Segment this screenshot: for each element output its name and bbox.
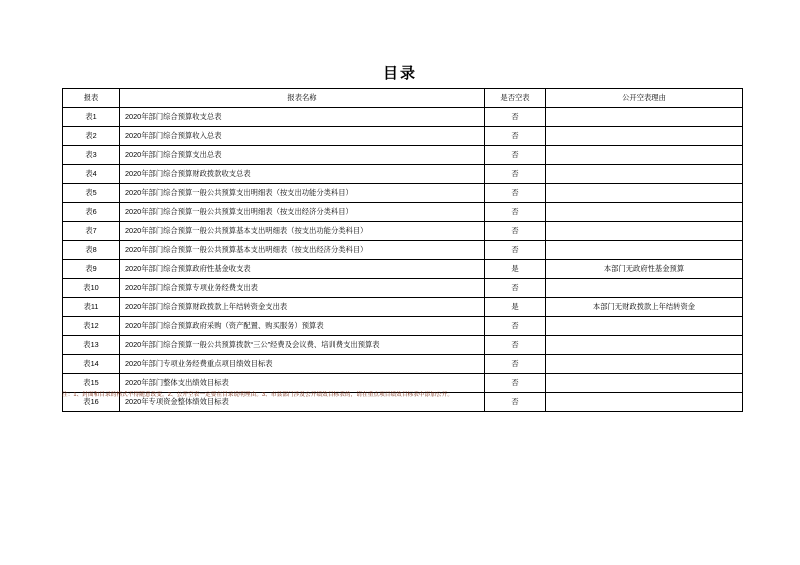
cell-no: 表15 (63, 374, 120, 393)
catalog-table (62, 88, 743, 412)
cell-empty: 否 (485, 203, 546, 222)
cell-reason (546, 317, 743, 336)
cell-no: 表13 (63, 336, 120, 355)
table-row (63, 260, 743, 279)
page-title: 目录 (382, 66, 417, 82)
cell-reason (546, 203, 743, 222)
cell-no: 表1 (63, 108, 120, 127)
cell-empty: 否 (485, 355, 546, 374)
cell-empty: 否 (485, 393, 546, 412)
cell-empty: 否 (485, 336, 546, 355)
footnote: 注：1、封面和目录的格式不得随意改变。2、公开空表一定要在目录说明理由。3、市县部门涉及公开绩效目标表的，请在重点项目绩效目标表中添加公开。 (62, 392, 454, 398)
cell-empty: 否 (485, 127, 546, 146)
cell-empty: 否 (485, 184, 546, 203)
table-row (63, 279, 743, 298)
cell-name: 2020年部门综合预算专项业务经费支出表 (120, 279, 485, 298)
header-cell-no: 报表 (63, 89, 120, 108)
cell-empty: 否 (485, 241, 546, 260)
catalog-table-container (62, 88, 738, 412)
cell-reason: 本部门无政府性基金预算 (546, 260, 743, 279)
cell-empty: 否 (485, 279, 546, 298)
cell-reason (546, 355, 743, 374)
cell-name: 2020年部门综合预算收入总表 (120, 127, 485, 146)
table-row (63, 108, 743, 127)
cell-empty: 否 (485, 146, 546, 165)
cell-name: 2020年部门综合预算一般公共预算支出明细表（按支出功能分类科目） (120, 184, 485, 203)
cell-no: 表10 (63, 279, 120, 298)
table-row (63, 203, 743, 222)
header-cell-reason: 公开空表理由 (546, 89, 743, 108)
cell-empty: 是 (485, 298, 546, 317)
cell-name: 2020年部门综合预算财政拨款上年结转资金支出表 (120, 298, 485, 317)
cell-no: 表14 (63, 355, 120, 374)
cell-name: 2020年部门整体支出绩效目标表 (120, 374, 485, 393)
cell-reason (546, 279, 743, 298)
table-row (63, 222, 743, 241)
cell-reason (546, 336, 743, 355)
cell-no: 表2 (63, 127, 120, 146)
cell-no: 表5 (63, 184, 120, 203)
cell-empty: 否 (485, 222, 546, 241)
cell-name: 2020年部门综合预算一般公共预算拨款“三公”经费及会议费、培训费支出预算表 (120, 336, 485, 355)
table-row (63, 374, 743, 393)
cell-name: 2020年部门综合预算一般公共预算基本支出明细表（按支出经济分类科目） (120, 241, 485, 260)
table-row (63, 127, 743, 146)
cell-name: 2020年部门综合预算收支总表 (120, 108, 485, 127)
cell-reason (546, 374, 743, 393)
cell-no: 表8 (63, 241, 120, 260)
table-row (63, 317, 743, 336)
cell-reason (546, 241, 743, 260)
cell-no: 表12 (63, 317, 120, 336)
cell-reason (546, 165, 743, 184)
header-cell-name: 报表名称 (120, 89, 485, 108)
cell-empty: 是 (485, 260, 546, 279)
cell-name: 2020年部门综合预算政府采购（资产配置、购买服务）预算表 (120, 317, 485, 336)
cell-no: 表16 (63, 393, 120, 412)
cell-name: 2020年部门综合预算财政拨款收支总表 (120, 165, 485, 184)
cell-no: 表11 (63, 298, 120, 317)
cell-name: 2020年部门综合预算一般公共预算基本支出明细表（按支出功能分类科目） (120, 222, 485, 241)
cell-reason (546, 222, 743, 241)
cell-reason (546, 184, 743, 203)
cell-reason: 本部门无财政拨款上年结转资金 (546, 298, 743, 317)
cell-name: 2020年部门专项业务经费重点项目绩效目标表 (120, 355, 485, 374)
table-row (63, 298, 743, 317)
table-header (63, 89, 743, 108)
cell-no: 表6 (63, 203, 120, 222)
cell-empty: 否 (485, 317, 546, 336)
cell-name: 2020年部门综合预算一般公共预算支出明细表（按支出经济分类科目） (120, 203, 485, 222)
table-row (63, 184, 743, 203)
table-row (63, 336, 743, 355)
table-row (63, 165, 743, 184)
cell-no: 表3 (63, 146, 120, 165)
cell-empty: 否 (485, 374, 546, 393)
table-row (63, 355, 743, 374)
cell-name: 2020年部门综合预算政府性基金收支表 (120, 260, 485, 279)
cell-name: 2020年部门综合预算支出总表 (120, 146, 485, 165)
cell-empty: 否 (485, 108, 546, 127)
cell-empty: 否 (485, 165, 546, 184)
cell-no: 表7 (63, 222, 120, 241)
cell-name: 2020年专项资金整体绩效目标表 (120, 393, 485, 412)
cell-no: 表9 (63, 260, 120, 279)
cell-reason (546, 108, 743, 127)
cell-no: 表4 (63, 165, 120, 184)
table-row (63, 241, 743, 260)
cell-reason (546, 127, 743, 146)
table-row (63, 146, 743, 165)
table-header-row (63, 89, 743, 108)
header-cell-empty: 是否空表 (485, 89, 546, 108)
cell-reason (546, 146, 743, 165)
table-body (63, 108, 743, 412)
